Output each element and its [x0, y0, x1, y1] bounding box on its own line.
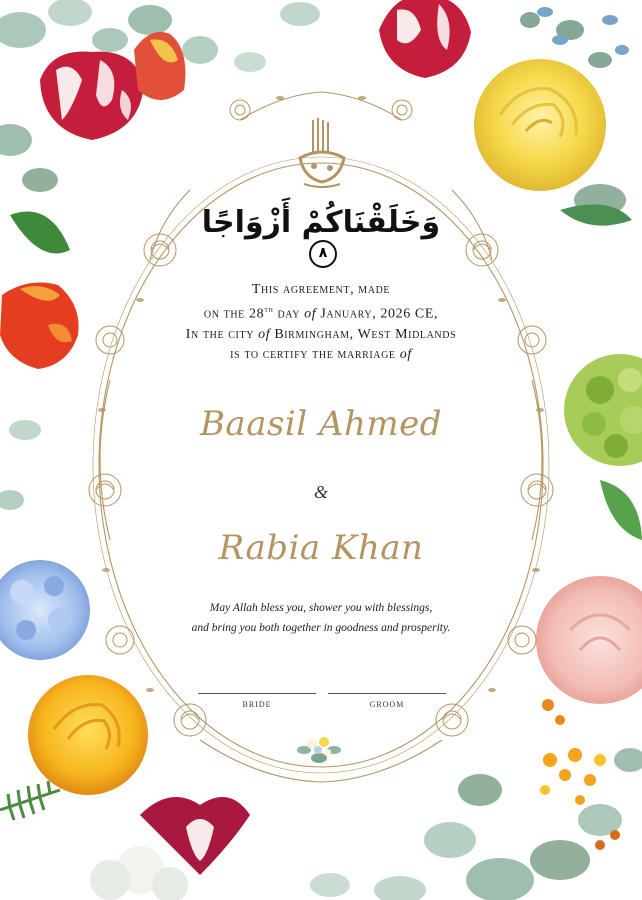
blessing-line-2: and bring you both together in goodness and prosperity.	[191, 622, 451, 634]
verse-number: ٨	[309, 240, 337, 268]
agreement-text	[150, 280, 492, 365]
intro-line-4: is to certify the marriage of	[230, 346, 412, 362]
bride-signature-line[interactable]	[198, 693, 316, 694]
intro-line-2: on the 28th day of January, 2026 CE,	[203, 305, 439, 322]
calligraphy-emblem-icon	[296, 118, 348, 190]
blessing-text	[150, 598, 492, 638]
intro-line-3: In the city of Birmingham, West Midlands	[185, 326, 457, 342]
blessing-line-1: May Allah bless you, shower you with blessings,	[209, 602, 433, 614]
bride-name: Rabia Khan	[218, 528, 424, 568]
posy-icon	[294, 728, 344, 770]
quran-verse	[200, 205, 442, 261]
bride-label: bride	[242, 698, 272, 710]
verse-text: وَخَلَقْنَاكُمْ أَزْوَاجًا	[201, 205, 441, 240]
groom-name: Baasil Ahmed	[199, 404, 443, 444]
groom-signature-line[interactable]	[328, 693, 446, 694]
ampersand: &	[313, 482, 328, 502]
intro-line-1: This agreement, made	[251, 282, 391, 297]
groom-label: groom	[369, 698, 405, 710]
